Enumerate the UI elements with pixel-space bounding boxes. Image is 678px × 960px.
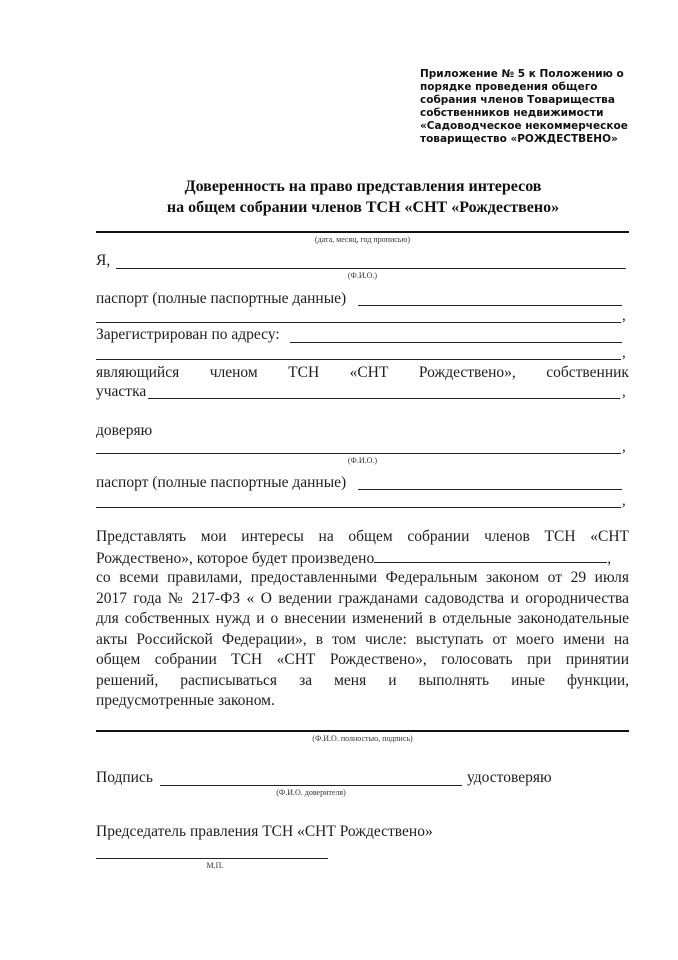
appendix-line: собственников недвижимости — [420, 107, 604, 119]
address-field-1[interactable] — [290, 342, 622, 343]
trust-label: доверяю — [96, 422, 153, 439]
paragraph-line — [96, 548, 629, 569]
date-field-line[interactable] — [96, 231, 629, 233]
plot-field[interactable] — [148, 398, 620, 399]
comma: , — [622, 345, 626, 361]
comma: , — [622, 493, 626, 509]
comma: , — [622, 439, 626, 455]
title-line-2: на общем собрании членов ТСН «СНТ «Рождествено» — [166, 199, 560, 216]
paragraph-line: решений, расписываться за меня и выполнять иные функции, — [96, 671, 629, 689]
member-word: являющийся — [96, 364, 180, 381]
i-label: Я, — [96, 252, 111, 269]
fio-caption-2: (Ф.И.О.) — [347, 456, 378, 465]
plot-label: участка — [96, 383, 147, 400]
member-word: ТСН — [288, 364, 320, 381]
trustor-signature-field[interactable] — [160, 785, 462, 786]
registered-label: Зарегистрирован по адресу: — [96, 326, 280, 343]
paragraph-line: общем собрании ТСН «СНТ Рождествено», голосовать при принятии — [96, 651, 629, 668]
passport-field-1[interactable] — [358, 305, 622, 306]
document-title — [96, 176, 630, 218]
passport-label-2: паспорт (полные паспортные данные) — [96, 474, 347, 491]
address-field-2[interactable] — [96, 359, 621, 360]
paragraph-line: акты Российской Федерации», в том числе: выступать от моего имени на — [96, 630, 629, 648]
comma: , — [622, 308, 626, 324]
date-caption: (дата, месяц, год прописью) — [314, 235, 411, 244]
chairman-label: Председатель правления ТСН «СНТ Рождествено» — [96, 823, 433, 840]
comma: , — [622, 384, 626, 400]
member-word: собственник — [546, 364, 629, 381]
meeting-date-field[interactable] — [374, 548, 607, 563]
appendix-line: Приложение № 5 к Положению о — [420, 68, 624, 80]
passport-field-2[interactable] — [96, 322, 621, 323]
member-statement — [96, 364, 629, 382]
appendix-line: порядке проведения общего — [420, 81, 598, 93]
title-line-1: Доверенность на право представления интересов — [184, 178, 542, 195]
paragraph-line: Представлять мои интересы на общем собрании членов ТСН «СНТ — [96, 528, 629, 545]
paragraph-line: 2017 года № 217-ФЗ « О ведении гражданами садоводства и огородничества — [96, 589, 629, 607]
chairman-signature-field[interactable] — [96, 858, 328, 859]
paragraph-line-text: Рождествено», которое будет произведено — [96, 549, 375, 567]
stamp-caption: М.П. — [206, 861, 224, 870]
trustee-passport-field-1[interactable] — [358, 489, 622, 490]
authority-paragraph — [96, 527, 629, 712]
trustee-name-field[interactable] — [96, 453, 621, 454]
appendix-note — [420, 68, 650, 146]
comma: , — [607, 549, 612, 567]
passport-label: паспорт (полные паспортные данные) — [96, 290, 347, 307]
member-word: членом — [209, 364, 258, 381]
trustee-signature-field[interactable] — [96, 730, 629, 732]
trustee-passport-field-2[interactable] — [96, 507, 621, 508]
signature-label: Подпись — [96, 769, 153, 786]
member-word: «СНТ — [349, 364, 389, 381]
paragraph-line: предусмотренные законом. — [96, 692, 275, 709]
appendix-line: «Садоводческое некоммерческое — [420, 120, 628, 132]
paragraph-line: для собственных нужд и о внесении изменений в отдельные законодательные — [96, 610, 629, 627]
paragraph-line: со всеми правилами, предоставленными Федеральным законом от 29 июля — [96, 569, 629, 586]
certify-label: удостоверяю — [467, 769, 552, 786]
fio-caption: (Ф.И.О.) — [347, 271, 378, 280]
trustor-caption: (Ф.И.О. доверителя) — [276, 788, 346, 797]
appendix-line: товарищество «РОЖДЕСТВЕНО» — [420, 133, 618, 145]
member-word: Рождествено», — [418, 364, 516, 381]
principal-name-field[interactable] — [116, 268, 626, 269]
fio-full-caption: (Ф.И.О. полностью, подпись) — [312, 734, 413, 743]
appendix-line: собрания членов Товарищества — [420, 94, 615, 106]
